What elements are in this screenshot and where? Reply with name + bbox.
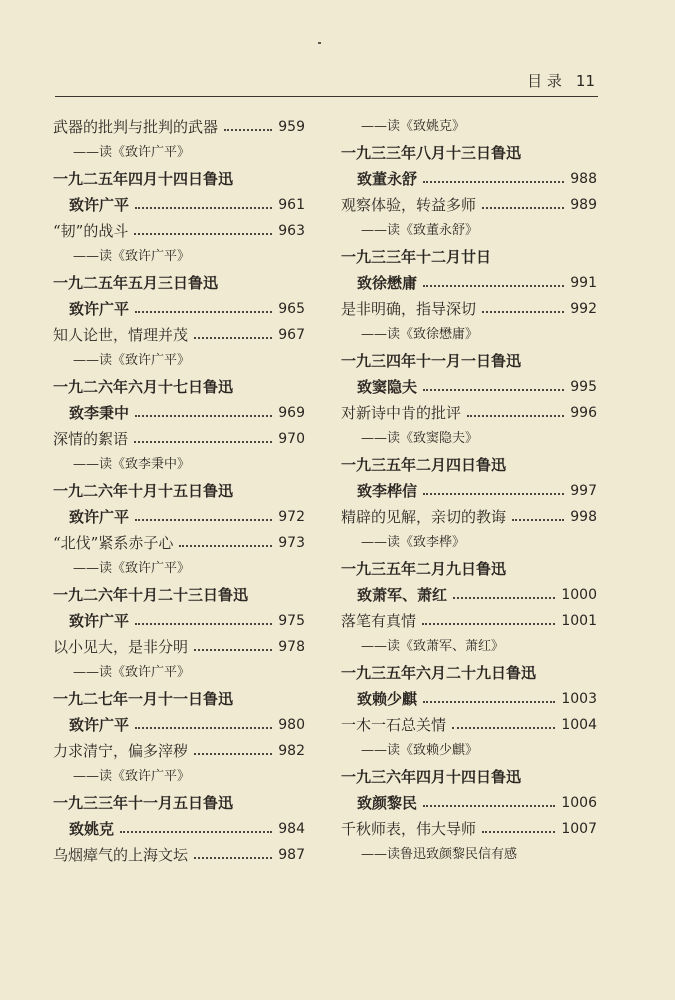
entry-page-number: 1004: [561, 717, 597, 733]
toc-entry: [341, 296, 597, 322]
dot-leader: [423, 790, 555, 807]
entry-subtitle: ——读《致李秉中》: [73, 457, 191, 472]
running-header: [55, 70, 595, 92]
entry-title: 致姚克: [69, 820, 115, 838]
dot-leader: [224, 114, 272, 131]
dot-leader: [482, 296, 564, 313]
entry-title: 对新诗中肯的批评: [341, 404, 462, 422]
entry-page-number: 1003: [561, 691, 597, 707]
entry-title: 致徐懋庸: [357, 274, 418, 292]
letter-date-heading: 一九二六年六月十七日鲁迅: [53, 378, 234, 396]
entry-title: “韧”的战斗: [53, 222, 129, 240]
entry-title: 致许广平: [69, 612, 130, 630]
dot-leader: [194, 634, 272, 651]
entry-page-number: 992: [570, 301, 597, 317]
entry-page-number: 959: [278, 119, 305, 135]
print-speck: [318, 42, 321, 44]
entry-page-number: 996: [570, 405, 597, 421]
toc-entry: [53, 322, 305, 348]
toc-entry: [341, 608, 597, 634]
dot-leader: [134, 426, 272, 443]
letter-date-heading: 一九三五年六月二十九日鲁迅: [341, 664, 537, 682]
entry-subtitle: ——读鲁迅致颜黎民信有感: [361, 847, 518, 862]
letter-date-heading: 一九三三年十二月廿日: [341, 248, 492, 266]
toc-entry: [341, 816, 597, 842]
toc-letter-entry: [53, 816, 305, 842]
letter-date-heading: 一九二七年一月十一日鲁迅: [53, 690, 234, 708]
entry-page-number: 975: [278, 613, 305, 629]
entry-title: 致赖少麒: [357, 690, 418, 708]
toc-letter-entry: [341, 374, 597, 400]
entry-page-number: 1001: [561, 613, 597, 629]
entry-page-number: 1006: [561, 795, 597, 811]
entry-title: 致许广平: [69, 508, 130, 526]
letter-date-heading: 一九三三年十一月五日鲁迅: [53, 794, 234, 812]
dot-leader: [482, 192, 564, 209]
entry-page-number: 998: [570, 509, 597, 525]
entry-title: 致许广平: [69, 300, 130, 318]
entry-subtitle: ——读《致赖少麒》: [361, 743, 479, 758]
letter-date-heading: 一九二五年四月十四日鲁迅: [53, 170, 234, 188]
toc-entry: [53, 530, 305, 556]
toc-letter-entry: [53, 712, 305, 738]
dot-leader: [423, 686, 555, 703]
dot-leader: [134, 218, 272, 235]
entry-subtitle: ——读《致李桦》: [361, 535, 466, 550]
entry-page-number: 961: [278, 197, 305, 213]
page-number: 11: [575, 72, 595, 90]
dot-leader: [179, 530, 272, 547]
entry-title: 观察体验，转益多师: [341, 196, 477, 214]
entry-title: 致李秉中: [69, 404, 130, 422]
dot-leader: [135, 712, 272, 729]
dot-leader: [194, 322, 272, 339]
entry-page-number: 988: [570, 171, 597, 187]
entry-page-number: 970: [278, 431, 305, 447]
entry-title: 力求清宁，偏多滓秽: [53, 742, 189, 760]
toc-entry: [341, 192, 597, 218]
entry-title: 致萧军、萧红: [357, 586, 448, 604]
letter-date-heading: 一九三五年二月四日鲁迅: [341, 456, 507, 474]
toc-letter-entry: [341, 166, 597, 192]
dot-leader: [422, 608, 555, 625]
dot-leader: [135, 504, 272, 521]
entry-page-number: 973: [278, 535, 305, 551]
entry-page-number: 963: [278, 223, 305, 239]
toc-column-right: [341, 114, 597, 868]
entry-subtitle: ——读《致董永舒》: [361, 223, 479, 238]
entry-page-number: 972: [278, 509, 305, 525]
letter-date-heading: 一九三三年八月十三日鲁迅: [341, 144, 522, 162]
entry-title: 一木一石总关情: [341, 716, 447, 734]
toc-entry: [53, 114, 305, 140]
dot-leader: [194, 842, 272, 859]
toc-entry: [341, 400, 597, 426]
entry-title: 乌烟瘴气的上海文坛: [53, 846, 189, 864]
toc-entry: [53, 842, 305, 868]
toc-letter-entry: [53, 608, 305, 634]
entry-title: 致颜黎民: [357, 794, 418, 812]
entry-title: 以小见大，是非分明: [53, 638, 189, 656]
entry-page-number: 965: [278, 301, 305, 317]
entry-page-number: 967: [278, 327, 305, 343]
entry-title: 深情的絮语: [53, 430, 129, 448]
toc-entry: [53, 738, 305, 764]
toc-column-left: [53, 114, 305, 868]
entry-title: 千秋师表，伟大导师: [341, 820, 477, 838]
entry-page-number: 982: [278, 743, 305, 759]
toc-letter-entry: [341, 270, 597, 296]
entry-subtitle: ——读《致徐懋庸》: [361, 327, 479, 342]
entry-title: 精辟的见解，亲切的教诲: [341, 508, 507, 526]
entry-page-number: 1000: [561, 587, 597, 603]
entry-title: “北伐”紧系赤子心: [53, 534, 174, 552]
toc-letter-entry: [341, 582, 597, 608]
toc-entry: [341, 504, 597, 530]
entry-subtitle: ——读《致许广平》: [73, 561, 191, 576]
entry-title: 是非明确，指导深切: [341, 300, 477, 318]
dot-leader: [452, 712, 555, 729]
entry-page-number: 997: [570, 483, 597, 499]
dot-leader: [423, 374, 564, 391]
dot-leader: [194, 738, 272, 755]
dot-leader: [467, 400, 564, 417]
dot-leader: [453, 582, 555, 599]
letter-date-heading: 一九二五年五月三日鲁迅: [53, 274, 219, 292]
toc-entry: [53, 634, 305, 660]
entry-title: 落笔有真情: [341, 612, 417, 630]
entry-subtitle: ——读《致许广平》: [73, 249, 191, 264]
dot-leader: [512, 504, 564, 521]
toc-letter-entry: [53, 400, 305, 426]
dot-leader: [120, 816, 272, 833]
entry-subtitle: ——读《致萧军、萧红》: [361, 639, 505, 654]
dot-leader: [423, 270, 564, 287]
entry-subtitle: ——读《致许广平》: [73, 145, 191, 160]
entry-subtitle: ——读《致姚克》: [361, 119, 466, 134]
toc-letter-entry: [53, 296, 305, 322]
dot-leader: [135, 296, 272, 313]
toc-entry: [341, 712, 597, 738]
dot-leader: [135, 400, 272, 417]
entry-subtitle: ——读《致窦隐夫》: [361, 431, 479, 446]
dot-leader: [135, 192, 272, 209]
letter-date-heading: 一九三四年十一月一日鲁迅: [341, 352, 522, 370]
dot-leader: [135, 608, 272, 625]
entry-page-number: 978: [278, 639, 305, 655]
entry-subtitle: ——读《致许广平》: [73, 769, 191, 784]
letter-date-heading: 一九二六年十月十五日鲁迅: [53, 482, 234, 500]
toc-letter-entry: [341, 790, 597, 816]
letter-date-heading: 一九三五年二月九日鲁迅: [341, 560, 507, 578]
header-title: 目 录: [527, 72, 562, 90]
entry-title: 致许广平: [69, 716, 130, 734]
entry-title: 武器的批判与批判的武器: [53, 118, 219, 136]
toc-letter-entry: [53, 192, 305, 218]
entry-title: 致李桦信: [357, 482, 418, 500]
dot-leader: [423, 166, 564, 183]
letter-date-heading: 一九二六年十月二十三日鲁迅: [53, 586, 249, 604]
toc-letter-entry: [341, 686, 597, 712]
entry-page-number: 991: [570, 275, 597, 291]
entry-page-number: 980: [278, 717, 305, 733]
dot-leader: [423, 478, 564, 495]
entry-page-number: 989: [570, 197, 597, 213]
toc-entry: [53, 218, 305, 244]
entry-page-number: 984: [278, 821, 305, 837]
toc-letter-entry: [341, 478, 597, 504]
entry-title: 致许广平: [69, 196, 130, 214]
toc-entry: [53, 426, 305, 452]
entry-title: 知人论世，情理并茂: [53, 326, 189, 344]
entry-subtitle: ——读《致许广平》: [73, 353, 191, 368]
dot-leader: [482, 816, 555, 833]
entry-title: 致窦隐夫: [357, 378, 418, 396]
header-rule: [55, 96, 598, 97]
entry-page-number: 987: [278, 847, 305, 863]
toc-letter-entry: [53, 504, 305, 530]
entry-page-number: 995: [570, 379, 597, 395]
entry-title: 致董永舒: [357, 170, 418, 188]
entry-subtitle: ——读《致许广平》: [73, 665, 191, 680]
entry-page-number: 1007: [561, 821, 597, 837]
entry-page-number: 969: [278, 405, 305, 421]
letter-date-heading: 一九三六年四月十四日鲁迅: [341, 768, 522, 786]
